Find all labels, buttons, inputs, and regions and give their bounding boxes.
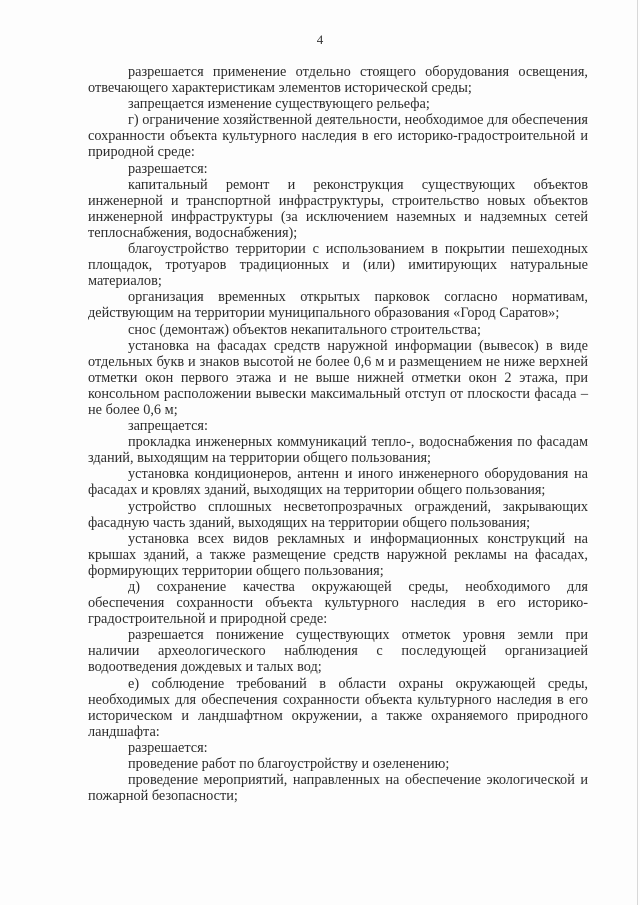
paragraph: разрешается применение отдельно стоящего оборудования освещения, отвечающего характеристикам элементов исторической среды; xyxy=(88,64,588,97)
paragraph: благоустройство территории с использованием в покрытии пешеходных площадок, тротуаров традиционных и (или) имитирующих натуральные материалов; xyxy=(88,241,588,290)
paragraph: снос (демонтаж) объектов некапитального строительства; xyxy=(128,321,481,338)
paragraph: установка на фасадах средств наружной информации (вывесок) в виде отдельных букв и знаков высотой не более 0,6 м и размещением не ниже верхней отметки окон первого этажа и не выше нижней отметки окон 2 этажа, при консольном расположении вывески максимальный отступ от плоскости фасада – не более 0,6 м; xyxy=(88,337,588,418)
paragraph: разрешается: xyxy=(128,160,208,177)
paragraph: разрешается понижение существующих отметок уровня земли при наличии археологического наблюдения с последующей организацией водоотведения дождевых и талых вод; xyxy=(88,627,588,676)
page-number: 4 xyxy=(316,32,324,47)
paragraph: д) сохранение качества окружающей среды, необходимого для обеспечения сохранности объекта культурного наследия в его историко-градостроительной и природной среде: xyxy=(88,579,588,628)
paragraph: запрещается изменение существующего рельефа; xyxy=(128,96,430,113)
paragraph: установка кондиционеров, антенн и иного инженерного оборудования на фасадах и кровлях зданий, выходящих на территории общего пользования; xyxy=(88,466,588,499)
document-body xyxy=(88,64,588,804)
paragraph: проведение мероприятий, направленных на обеспечение экологической и пожарной безопасности; xyxy=(88,772,588,805)
paragraph: е) соблюдение требований в области охраны окружающей среды, необходимых для обеспечения сохранности объекта культурного наследия в его историческом и ландшафтном окружении, а также охраняемого природного ландшафта: xyxy=(88,675,588,740)
paragraph: разрешается: xyxy=(128,739,208,756)
page-edge-line xyxy=(637,0,638,905)
paragraph: организация временных открытых парковок согласно нормативам, действующим на территории муниципального образования «Город Саратов»; xyxy=(88,289,588,322)
paragraph: установка всех видов рекламных и информационных конструкций на крышах зданий, а также размещение средств наружной рекламы на фасадах, формирующих территории общего пользования; xyxy=(88,530,588,579)
paragraph: прокладка инженерных коммуникаций тепло-, водоснабжения по фасадам зданий, выходящим на территории общего пользования; xyxy=(88,434,588,467)
paragraph: запрещается: xyxy=(128,418,208,435)
paragraph: капитальный ремонт и реконструкция существующих объектов инженерной и транспортной инфраструктуры, строительство новых объектов инженерной инфраструктуры (за исключением наземных и надземных сетей теплоснабжения, водоснабжения); xyxy=(88,176,588,241)
paragraph: г) ограничение хозяйственной деятельности, необходимое для обеспечения сохранности объекта культурного наследия в его историко-градостроительной и природной среде: xyxy=(88,112,588,161)
paragraph: проведение работ по благоустройству и озеленению; xyxy=(128,756,450,773)
paragraph: устройство сплошных несветопрозрачных ограждений, закрывающих фасадную часть зданий, выходящих на территории общего пользования; xyxy=(88,498,588,531)
